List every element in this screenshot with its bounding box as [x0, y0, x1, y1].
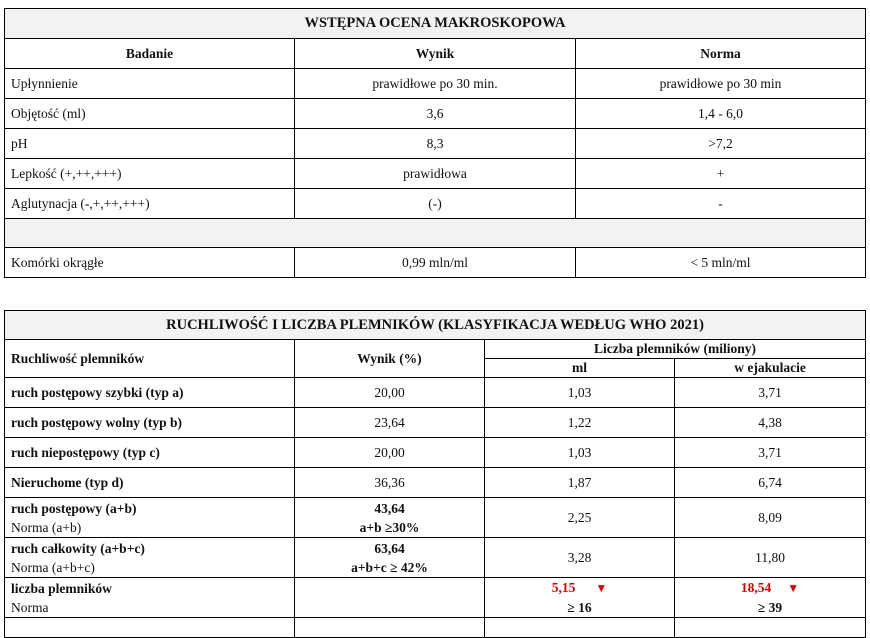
row-label: [5, 578, 295, 618]
table-row: [5, 69, 866, 99]
empty-cell: [295, 618, 485, 638]
row-label: Nieruchome (typ d): [5, 468, 295, 498]
progressive-value: 43,64: [374, 500, 405, 516]
count-label: liczba plemników: [11, 580, 112, 596]
table-row: [5, 99, 866, 129]
row-label: Objętość (ml): [5, 99, 295, 129]
row-norm: prawidłowe po 30 min: [576, 69, 866, 99]
row-ejaculate: 8,09: [675, 498, 866, 538]
row-result: prawidłowe po 30 min.: [295, 69, 576, 99]
total-label: ruch całkowity (a+b+c): [11, 540, 145, 556]
row-label: ruch postępowy wolny (typ b): [5, 408, 295, 438]
macroscopic-title: WSTĘPNA OCENA MAKROSKOPOWA: [5, 9, 866, 39]
header-result-percent: Wynik (%): [295, 340, 485, 378]
total-norm-label: Norma (a+b+c): [11, 559, 95, 575]
progressive-norm: a+b ≥30%: [359, 519, 420, 535]
row-ml: 1,03: [485, 378, 675, 408]
row-result: (-): [295, 189, 576, 219]
row-percent: 36,36: [295, 468, 485, 498]
row-ml: 1,03: [485, 438, 675, 468]
total-value: 63,64: [374, 540, 405, 556]
row-percent: [295, 578, 485, 618]
total-norm: a+b+c ≥ 42%: [351, 559, 428, 575]
row-label: ruch postępowy szybki (typ a): [5, 378, 295, 408]
row-ejaculate: 3,71: [675, 378, 866, 408]
row-label: ruch niepostępowy (typ c): [5, 438, 295, 468]
row-label: [5, 498, 295, 538]
row-result: 8,3: [295, 129, 576, 159]
row-label: [5, 538, 295, 578]
row-label: Komórki okrągłe: [5, 248, 295, 278]
table-row: [5, 248, 866, 278]
row-ml: 3,28: [485, 538, 675, 578]
table-row: [5, 578, 866, 618]
row-norm: >7,2: [576, 129, 866, 159]
row-ejaculate: 6,74: [675, 468, 866, 498]
count-norm-label: Norma: [11, 599, 49, 615]
row-ml: [485, 578, 675, 618]
row-ml: 1,87: [485, 468, 675, 498]
header-badanie: Badanie: [5, 39, 295, 69]
table-row: [5, 498, 866, 538]
header-wynik: Wynik: [295, 39, 576, 69]
progressive-norm-label: Norma (a+b): [11, 519, 82, 535]
row-result: 0,99 mln/ml: [295, 248, 576, 278]
row-norm: < 5 mln/ml: [576, 248, 866, 278]
empty-cell: [675, 618, 866, 638]
row-label: pH: [5, 129, 295, 159]
header-ml: ml: [485, 359, 675, 378]
row-ml: 1,22: [485, 408, 675, 438]
header-motility: Ruchliwość plemników: [5, 340, 295, 378]
row-ejaculate: [675, 578, 866, 618]
motility-title: RUCHLIWOŚĆ I LICZBA PLEMNIKÓW (KLASYFIKACJA WEDŁUG WHO 2021): [5, 311, 866, 340]
row-percent: 20,00: [295, 438, 485, 468]
row-norm: +: [576, 159, 866, 189]
row-percent: [295, 538, 485, 578]
table-row: [5, 438, 866, 468]
progressive-label: ruch postępowy (a+b): [11, 500, 137, 516]
table-row: [5, 468, 866, 498]
row-label: Aglutynacja (-,+,++,+++): [5, 189, 295, 219]
header-norma: Norma: [576, 39, 866, 69]
table-row: [5, 378, 866, 408]
table-row: [5, 408, 866, 438]
spacer-row: [5, 219, 866, 248]
empty-cell: [5, 618, 295, 638]
down-triangle-icon: ▼: [787, 581, 800, 595]
row-result: 3,6: [295, 99, 576, 129]
count-ml-value: 5,15: [551, 580, 576, 595]
header-ejaculate: w ejakulacie: [675, 359, 866, 378]
table-row: [5, 159, 866, 189]
table-row: [5, 189, 866, 219]
row-ml: 2,25: [485, 498, 675, 538]
table-row: [5, 129, 866, 159]
row-ejaculate: 4,38: [675, 408, 866, 438]
row-ejaculate: 3,71: [675, 438, 866, 468]
row-norm: -: [576, 189, 866, 219]
row-label: Upłynnienie: [5, 69, 295, 99]
row-percent: [295, 498, 485, 538]
row-ejaculate: 11,80: [675, 538, 866, 578]
motility-table: [4, 310, 866, 638]
empty-cell: [485, 618, 675, 638]
count-ejac-value: 18,54: [740, 580, 772, 595]
table-row: [5, 538, 866, 578]
row-label: Lepkość (+,++,+++): [5, 159, 295, 189]
row-norm: 1,4 - 6,0: [576, 99, 866, 129]
header-count-group: Liczba plemników (miliony): [485, 340, 866, 359]
count-ml-norm: ≥ 16: [567, 600, 592, 615]
row-percent: 23,64: [295, 408, 485, 438]
count-ejac-norm: ≥ 39: [757, 600, 783, 615]
down-triangle-icon: ▼: [595, 581, 608, 595]
row-percent: 20,00: [295, 378, 485, 408]
macroscopic-table: [4, 8, 866, 278]
row-result: prawidłowa: [295, 159, 576, 189]
